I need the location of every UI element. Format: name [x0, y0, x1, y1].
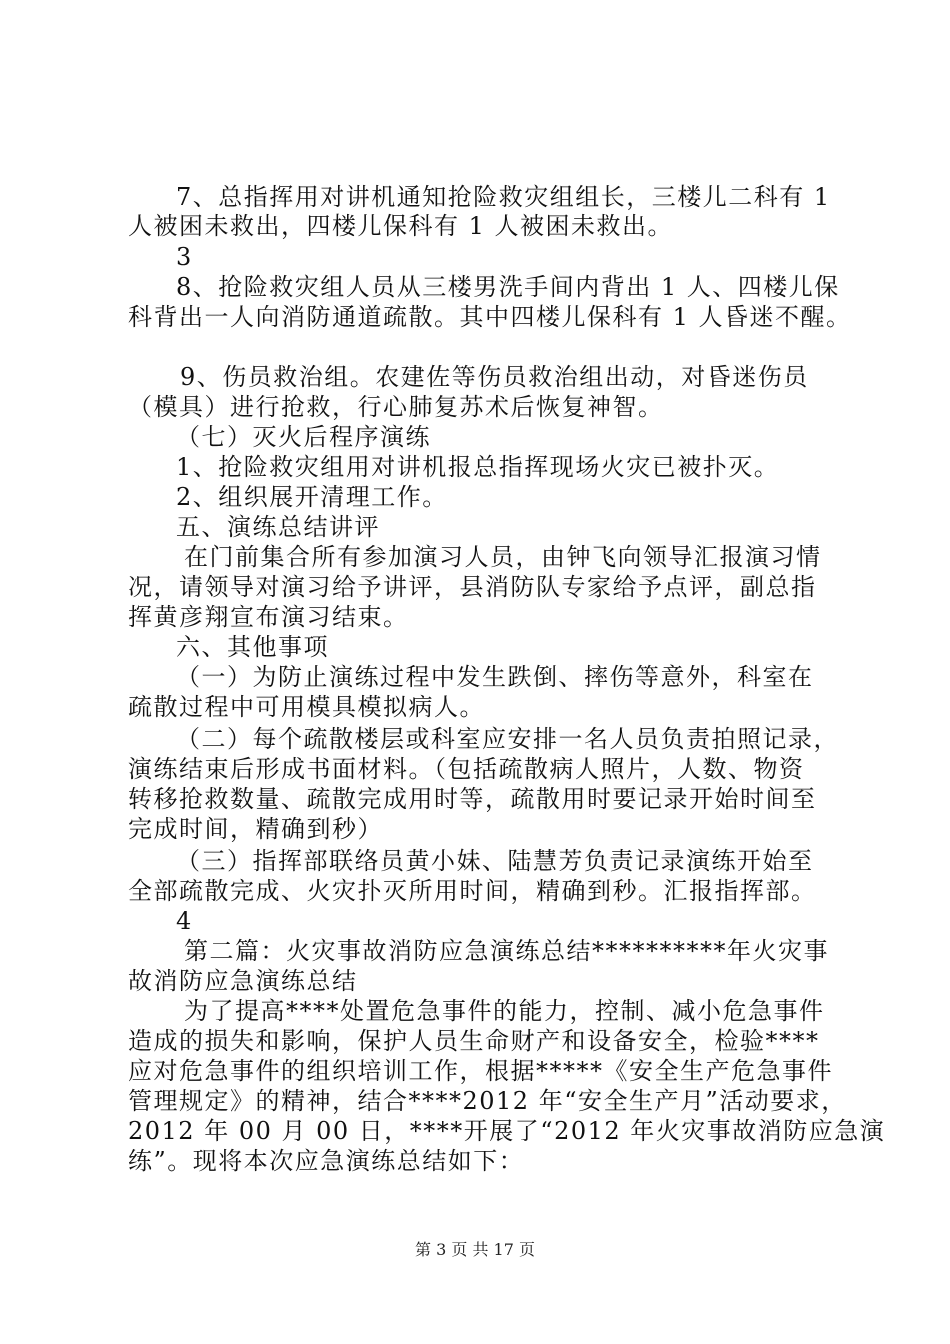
body-line: 2012 年 00 月 00 日，****开展了“2012 年火灾事故消防应急演: [128, 1117, 886, 1145]
body-line: 全部疏散完成、火灾扑灭所用时间，精确到秒。汇报指挥部。: [128, 877, 817, 905]
body-line: 况，请领导对演习给予讲评，县消防队专家给予点评，副总指: [128, 573, 817, 601]
body-line: （二）每个疏散楼层或科室应安排一名人员负责拍照记录，: [176, 725, 839, 753]
body-line: （一）为防止演练过程中发生跌倒、摔伤等意外，科室在: [176, 663, 814, 691]
page-number-marker: 4: [176, 907, 193, 935]
body-line: 在门前集合所有参加演习人员，由钟飞向领导汇报演习情: [184, 543, 822, 571]
body-line: 1、抢险救灾组用对讲机报总指挥现场火灾已被扑灭。: [176, 453, 780, 481]
page-number-marker: 3: [176, 243, 193, 271]
body-line: 人被困未救出，四楼儿保科有 1 人被困未救出。: [128, 212, 674, 240]
body-line: 挥黄彦翔宣布演习结束。: [128, 603, 409, 631]
body-line: 转移抢救数量、疏散完成用时等，疏散用时要记录开始时间至: [128, 785, 817, 813]
body-line: 应对危急事件的组织培训工作，根据*****《安全生产危急事件: [128, 1057, 833, 1085]
body-line: 科背出一人向消防通道疏散。其中四楼儿保科有 1 人昏迷不醒。: [128, 303, 852, 331]
body-line: 9、伤员救治组。农建佐等伤员救治组出动，对昏迷伤员: [180, 363, 809, 391]
page-footer: 第 3 页 共 17 页: [415, 1240, 535, 1259]
body-line: 7、总指挥用对讲机通知抢险救灾组组长，三楼儿二科有 1: [176, 183, 831, 211]
body-line: 疏散过程中可用模具模拟病人。: [128, 693, 485, 721]
body-line: （模具）进行抢救，行心肺复苏术后恢复神智。: [128, 393, 664, 421]
section-heading: 五、演练总结讲评: [176, 513, 380, 541]
section-heading: （七）灭火后程序演练: [176, 423, 431, 451]
body-line: 完成时间，精确到秒）: [128, 815, 383, 843]
body-line: 造成的损失和影响，保护人员生命财产和设备安全，检验****: [128, 1027, 820, 1055]
section-heading: 六、其他事项: [176, 633, 329, 661]
body-line: 8、抢险救灾组人员从三楼男洗手间内背出 1 人、四楼儿保: [176, 273, 840, 301]
body-line: 2、组织展开清理工作。: [176, 483, 448, 511]
body-line: 管理规定》的精神，结合****2012 年“安全生产月”活动要求，: [128, 1087, 847, 1115]
body-line: 演练结束后形成书面材料。（包括疏散病人照片，人数、物资: [128, 755, 805, 783]
body-line: 练”。现将本次应急演练总结如下：: [128, 1147, 525, 1175]
chapter-heading: 第二篇：火灾事故消防应急演练总结**********年火灾事: [184, 937, 829, 965]
chapter-heading: 故消防应急演练总结: [128, 967, 358, 995]
body-line: 为了提高****处置危急事件的能力，控制、减小危急事件: [184, 997, 825, 1025]
body-line: （三）指挥部联络员黄小妹、陆慧芳负责记录演练开始至: [176, 847, 814, 875]
